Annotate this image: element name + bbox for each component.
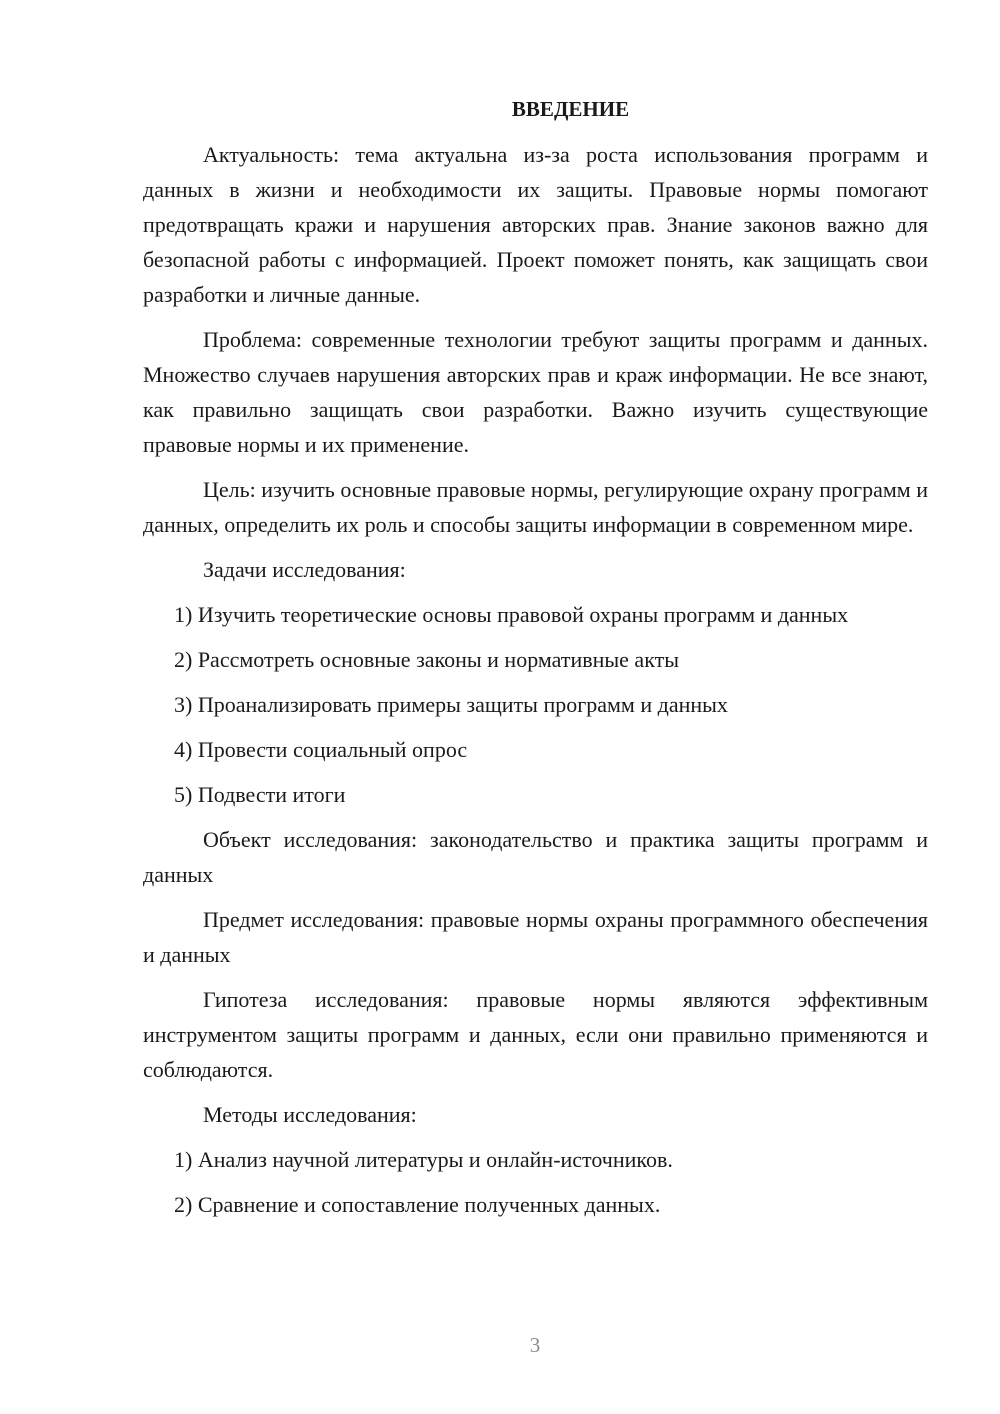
object-paragraph: Объект исследования: законодательство и практика защиты программ и данных [143,827,928,887]
section-title: ВВЕДЕНИЕ [511,97,630,121]
task-item: 4) Провести социальный опрос [174,737,468,762]
document-page [143,92,928,1232]
task-item: 5) Подвести итоги [174,782,346,807]
problem-paragraph: Проблема: современные технологии требуют защиты программ и данных. Множество случаев нарушения авторских прав и краж информации. Не все знают, как правильно защищать свои разработки. Важно изучить существующие правовые нормы и их применение. [143,327,928,457]
subject-paragraph: Предмет исследования: правовые нормы охраны программного обеспечения и данных [143,907,928,967]
page-number: 3 [529,1333,541,1357]
task-item: 3) Проанализировать примеры защиты программ и данных [174,692,728,717]
hypothesis-paragraph: Гипотеза исследования: правовые нормы являются эффективным инструментом защиты программ и данных, если они правильно применяются и соблюдаются. [143,987,928,1082]
goal-paragraph: Цель: изучить основные правовые нормы, регулирующие охрану программ и данных, определить их роль и способы защиты информации в современном мире. [143,477,928,537]
task-item: 2) Рассмотреть основные законы и нормативные акты [174,647,679,672]
tasks-heading: Задачи исследования: [203,557,406,582]
method-item: 2) Сравнение и сопоставление полученных данных. [174,1192,661,1217]
methods-heading: Методы исследования: [203,1102,417,1127]
task-item: 1) Изучить теоретические основы правовой охраны программ и данных [174,602,849,627]
relevance-paragraph: Актуальность: тема актуальна из-за роста использования программ и данных в жизни и необходимости их защиты. Правовые нормы помогают предотвращать кражи и нарушения авторских прав. Знание законов важно для безопасной работы с информацией. Проект поможет понять, как защищать свои разработки и личные данные. [143,142,928,307]
method-item: 1) Анализ научной литературы и онлайн-источников. [174,1147,673,1172]
